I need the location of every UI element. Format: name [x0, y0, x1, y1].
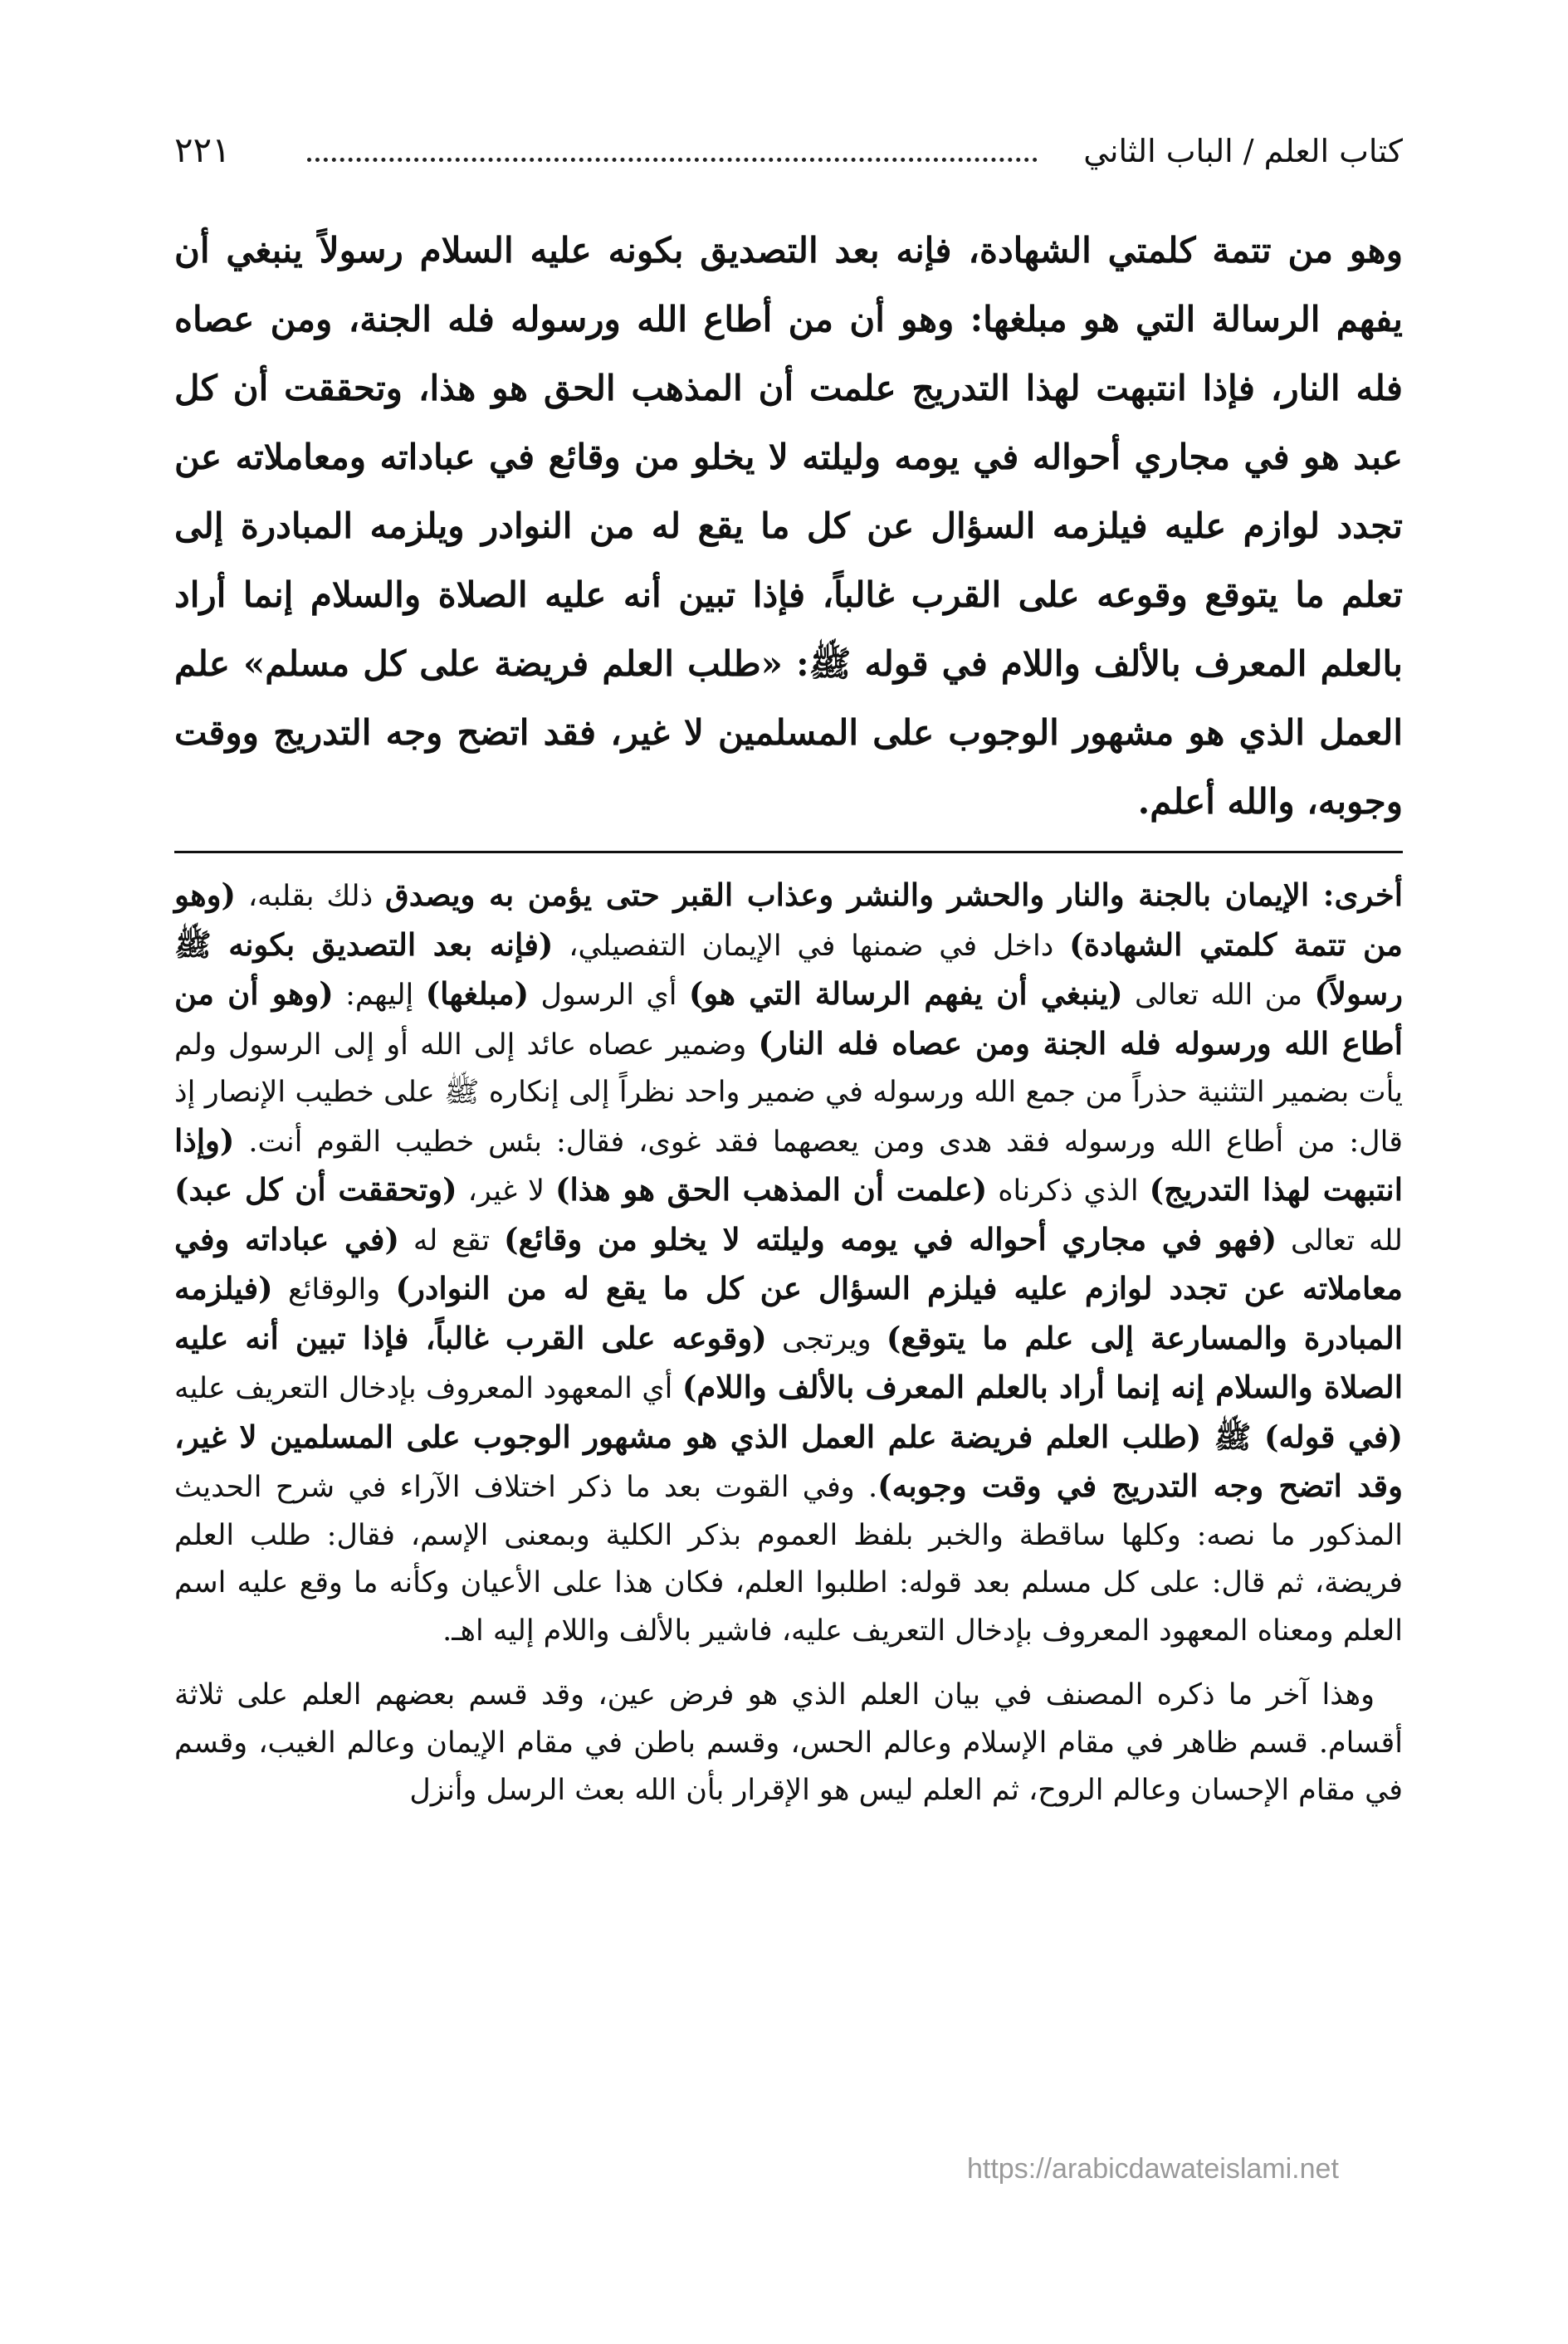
commentary-text-segment: أي المعهود المعروف بإدخال التعريف عليه — [174, 1372, 682, 1405]
commentary-text-segment: والوقائع — [272, 1273, 396, 1306]
quoted-text-segment: أخرى: الإيمان بالجنة والنار والحشر والنشر وعذاب القبر حتى يؤمن به ويصدق — [385, 877, 1403, 913]
commentary-text-segment: من الله تعالى — [1122, 979, 1315, 1012]
quoted-text-segment: (فإنه بعد التصديق بكونه ﷺ رسولاً) — [174, 925, 1404, 1012]
watermark-url: https://arabicdawateislami.net — [967, 2153, 1339, 2185]
quoted-text-segment: (علمت أن المذهب الحق هو هذا) — [554, 1171, 988, 1208]
commentary-text-segment: لله تعالى — [1277, 1223, 1403, 1257]
commentary-text-segment: وضمير عصاه عائد إلى الله أو إلى الرسول ولم يأت بضمير التثنية حذراً من جمع الله ورسوله في ضمير واحد نظراً إلى إنكاره ﷺ على خطيب الإنصار إذ قال: من أطاع الله ورسوله فقد هدى ومن يعصهما فقد غوى، فقال: بئس خطيب القوم أنت. — [174, 1028, 1403, 1159]
commentary-paragraph — [174, 872, 1403, 1655]
book-page — [174, 125, 1403, 1815]
commentary — [174, 872, 1403, 1655]
commentary-text-segment: . وفي القوت بعد ما ذكر اختلاف الآراء في شرح الحديث المذكور ما نصه: وكلها ساقطة والخبر بلفظ العموم بذكر الكلية وبمعنى الإسم، فقال: طلب العلم فريضة، ثم قال: على كل مسلم بعد قوله: اطلبوا العلم، فكان هذا على الأعيان وكأنه ما وقع عليه اسم العلم ومعناه المعهود المعروف بإدخال التعريف عليه، فاشير بالألف واللام إليه اهـ. — [174, 1471, 1403, 1648]
commentary-text-segment: أي الرسول — [529, 979, 689, 1012]
footnote-divider — [174, 851, 1403, 853]
quoted-text-segment: (في قوله) ﷺ (طلب العلم فريضة علم العمل الذي هو مشهور الوجوب على المسلمين لا غير، وقد اتضح وجه التدريج في وقت وجوبه) — [174, 1418, 1403, 1504]
continuation-text — [174, 1672, 1403, 1815]
main-text: وهو من تتمة كلمتي الشهادة، فإنه بعد التصديق بكونه عليه السلام رسولاً ينبغي أن يفهم الرسالة التي هو مبلغها: وهو أن من أطاع الله ورسوله فله الجنة، ومن عصاه فله النار، فإذا انتبهت لهذا التدريج علمت أن المذهب الحق هو هذا، وتحققت أن كل عبد هو في مجاري أحواله في يومه وليلته لا يخلو من وقائع في عباداته ومعاملاته عن تجدد لوازم عليه فيلزمه السؤال عن كل ما يقع له من النوادر ويلزمه المبادرة إلى تعلم ما يتوقع وقوعه على القرب غالباً، فإذا تبين أنه عليه الصلاة والسلام إنما أراد بالعلم المعرف بالألف واللام في قوله ﷺ: «طلب العلم فريضة على كل مسلم» علم العمل الذي هو مشهور الوجوب على المسلمين لا غير، فقد اتضح وجه التدريج ووقت وجوبه، والله أعلم. — [174, 230, 1403, 822]
commentary-text-segment: داخل في ضمنها في الإيمان التفصيلي، — [553, 929, 1070, 963]
quoted-text-segment: (في عباداته وفي معاملاته عن تجدد لوازم عليه فيلزم السؤال عن كل ما يقع له من النوادر) — [174, 1220, 1403, 1306]
quoted-text-segment: (مبلغها) — [425, 975, 530, 1012]
commentary-text-segment: ويرتجى — [766, 1322, 887, 1356]
quoted-text-segment: (وتحققت أن كل عبد) — [174, 1171, 457, 1208]
commentary-text-segment: تقع له — [399, 1223, 504, 1257]
quoted-text-segment: (وإذا انتبهت لهذا التدريج) — [174, 1121, 1403, 1208]
commentary-text-segment: لا غير، — [457, 1174, 555, 1208]
quoted-text-segment: (ينبغي أن يفهم الرسالة التي هو) — [688, 975, 1123, 1012]
continuation-paragraph: وهذا آخر ما ذكره المصنف في بيان العلم الذي هو فرض عين، وقد قسم بعضهم العلم على ثلاثة أقسام. قسم ظاهر في مقام الإسلام وعالم الحس، وقسم باطن في مقام الإيمان وعالم الغيب، وقسم في مقام الإحسان وعالم الروح، ثم العلم ليس هو الإقرار بأن الله بعث الرسل وأنزل — [174, 1678, 1403, 1807]
quoted-text-segment: (فيلزمه المبادرة والمسارعة إلى علم ما يتوقع) — [174, 1270, 1403, 1356]
page-number: ٢٢١ — [174, 129, 231, 170]
running-header — [174, 125, 1403, 183]
quoted-text-segment: (وقوعه على القرب غالباً، فإذا تبين أنه عليه الصلاة والسلام إنه إنما أراد بالعلم المعرف بالألف واللام) — [174, 1319, 1403, 1405]
chapter-title: كتاب العلم / الباب الثاني — [1083, 133, 1403, 169]
quoted-text-segment: (وهو أن من أطاع الله ورسوله فله الجنة ومن عصاه فله النار) — [174, 975, 1404, 1062]
commentary-text-segment: إليهم: — [333, 979, 426, 1012]
commentary-text-segment: الذي ذكرناه — [987, 1174, 1150, 1208]
quoted-text-segment: (فهو في مجاري أحواله في يومه وليلته لا يخلو من وقائع) — [503, 1220, 1277, 1257]
header-dotted-leader — [307, 158, 1038, 162]
commentary-text-segment: ذلك بقلبه، — [236, 880, 386, 913]
quoted-text-segment: (وهو من تتمة كلمتي الشهادة) — [174, 877, 1403, 963]
